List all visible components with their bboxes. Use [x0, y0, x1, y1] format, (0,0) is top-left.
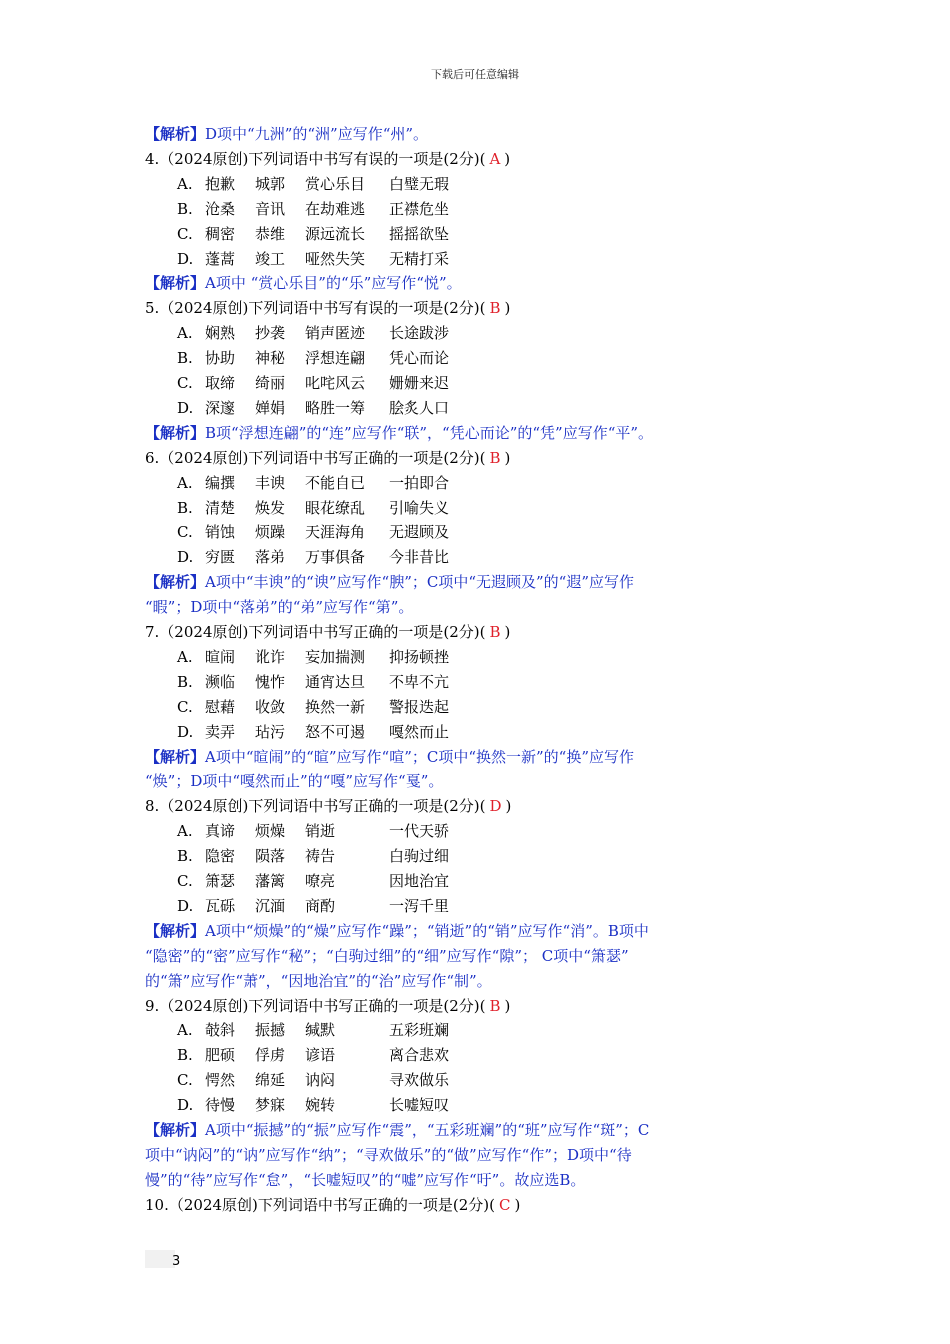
- question-line: [145, 996, 510, 1016]
- option-word: 落弟: [255, 548, 286, 567]
- question-line: [145, 622, 510, 642]
- option-word: 婵娟: [255, 398, 286, 417]
- explanation-text: A项中“丰谀”的“谀”应写作“腴”；C项中“无遐顾及”的“遐”应写作: [205, 573, 635, 592]
- option-line: [177, 224, 469, 244]
- option-word: 在劫难逃: [305, 199, 366, 218]
- option-word: 妄加揣测: [305, 647, 366, 666]
- explanation-continuation: “暇”；D项中“落弟”的“弟”应写作“第”。: [145, 598, 414, 617]
- option-word: 婉转: [305, 1096, 336, 1115]
- explanation-text: A项中“烦燥”的“燥”应写作“躁”；“销逝”的“销”应写作“消”。B项中: [205, 921, 649, 940]
- option-line: [177, 846, 469, 866]
- option-word: 取缔: [205, 374, 236, 392]
- option-label: C.: [177, 523, 193, 542]
- option-line: [177, 547, 469, 567]
- option-word: 哑然失笑: [305, 249, 366, 268]
- option-word: 销声匿迹: [305, 324, 366, 343]
- page-number: 3: [172, 1254, 181, 1269]
- option-line: [177, 821, 469, 841]
- question-close-paren: ): [504, 996, 511, 1015]
- answer-letter: B: [489, 448, 501, 467]
- explanation-tag: 【解析】: [145, 921, 206, 940]
- option-line: [177, 647, 469, 667]
- question-close-paren: ): [504, 623, 511, 641]
- option-word: 长途跋涉: [389, 324, 450, 343]
- option-word: 引喻失义: [389, 498, 450, 517]
- option-word: 一代天骄: [389, 822, 450, 841]
- explanation-tag: 【解析】: [145, 125, 206, 143]
- option-line: [177, 473, 469, 493]
- option-word: 濒临: [205, 672, 236, 691]
- option-label: B.: [177, 672, 193, 691]
- option-word: 浮想连翩: [305, 349, 366, 368]
- explanation-continuation: 的“箫”应写作“萧”，“因地治宜”的“治”应写作“制”。: [145, 971, 492, 990]
- option-word: 抱歉: [205, 174, 236, 193]
- option-word: 源远流长: [305, 224, 366, 243]
- option-line: [177, 348, 469, 368]
- question-close-paren: ): [504, 149, 511, 168]
- explanation-line: [145, 921, 649, 941]
- option-line: [177, 373, 469, 393]
- answer-letter: D: [489, 797, 502, 816]
- question-line: [145, 149, 510, 169]
- option-word: 摇摇欲坠: [389, 224, 450, 243]
- option-line: [177, 498, 469, 518]
- option-word: 寻欢做乐: [389, 1071, 450, 1090]
- option-label: B.: [177, 1046, 193, 1065]
- explanation-line: [145, 572, 634, 592]
- option-word: 沧桑: [205, 199, 236, 218]
- explanation-tag: 【解析】: [145, 1121, 206, 1139]
- explanation-line: [145, 124, 428, 144]
- answer-letter: B: [489, 299, 501, 318]
- option-word: 万事俱备: [305, 548, 366, 567]
- page-number-mark: [145, 1250, 175, 1268]
- option-line: [177, 174, 469, 194]
- option-label: D.: [177, 722, 194, 741]
- option-word: 烦躁: [255, 523, 286, 542]
- question-text: 8.（2024原创)下列词语中书写正确的一项是(2分)(: [145, 797, 486, 816]
- question-line: [145, 298, 510, 318]
- answer-letter: B: [489, 623, 501, 641]
- option-label: A.: [177, 324, 193, 343]
- option-word: 箫瑟: [205, 872, 236, 890]
- option-label: B.: [177, 199, 193, 218]
- option-label: D.: [177, 249, 194, 268]
- option-label: A.: [177, 174, 193, 193]
- option-word: 销蚀: [205, 523, 236, 542]
- explanation-tag: 【解析】: [145, 573, 206, 592]
- option-word: 姗姗来迟: [389, 374, 450, 392]
- option-word: 卖弄: [205, 722, 236, 741]
- question-text: 5.（2024原创)下列词语中书写有误的一项是(2分)(: [145, 299, 486, 318]
- option-word: 抄袭: [255, 324, 286, 343]
- explanation-line: [145, 747, 634, 767]
- option-label: B.: [177, 847, 193, 866]
- option-word: 离合悲欢: [389, 1046, 450, 1065]
- option-word: 藩篱: [255, 872, 286, 890]
- option-word: 今非昔比: [389, 548, 450, 567]
- option-word: 肥硕: [205, 1046, 236, 1065]
- option-word: 真谛: [205, 822, 236, 841]
- explanation-tag: 【解析】: [145, 747, 206, 766]
- option-word: 隐密: [205, 847, 236, 866]
- option-word: 攲斜: [205, 1021, 236, 1040]
- option-word: 略胜一筹: [305, 398, 366, 417]
- option-label: C.: [177, 697, 193, 716]
- option-word: 天涯海角: [305, 523, 366, 542]
- option-word: 收敛: [255, 697, 286, 716]
- option-word: 恭维: [255, 224, 286, 243]
- option-word: 烦燥: [255, 822, 286, 841]
- option-word: 清楚: [205, 498, 236, 517]
- option-word: 神秘: [255, 349, 286, 368]
- option-word: 一拍即合: [389, 473, 450, 492]
- option-word: 正襟危坐: [389, 199, 450, 218]
- question-close-paren: ): [504, 299, 511, 318]
- option-word: 长嘘短叹: [389, 1096, 450, 1115]
- question-text: 10.（2024原创)下列词语中书写正确的一项是(2分)(: [145, 1195, 495, 1214]
- option-label: D.: [177, 548, 194, 567]
- option-word: 瓦砾: [205, 896, 236, 915]
- option-word: 俘虏: [255, 1046, 286, 1065]
- option-word: 销逝: [305, 822, 336, 841]
- option-word: 赏心乐目: [305, 174, 366, 193]
- option-word: 沉湎: [255, 896, 286, 915]
- explanation-text: A项中“振撼”的“振”应写作“震”，“五彩班斓”的“班”应写作“斑”；C: [205, 1121, 650, 1139]
- option-line: [177, 249, 469, 269]
- explanation-line: [145, 423, 653, 443]
- option-label: A.: [177, 647, 193, 666]
- option-word: 警报迭起: [389, 697, 450, 716]
- option-line: [177, 1045, 469, 1065]
- explanation-text: A项中 “赏心乐目”的“乐”应写作“悦”。: [205, 274, 462, 293]
- option-word: 陨落: [255, 847, 286, 866]
- option-word: 无精打采: [389, 249, 450, 268]
- option-word: 谚语: [305, 1046, 336, 1065]
- option-line: [177, 199, 469, 219]
- option-word: 缄默: [305, 1021, 336, 1040]
- option-word: 不能自已: [305, 473, 366, 492]
- option-word: 不卑不亢: [389, 672, 450, 691]
- option-line: [177, 722, 469, 742]
- option-word: 丰谀: [255, 473, 286, 492]
- option-line: [177, 398, 469, 418]
- option-word: 讷闷: [305, 1071, 336, 1090]
- option-label: A.: [177, 473, 193, 492]
- option-label: B.: [177, 349, 193, 368]
- option-word: 怒不可遏: [305, 722, 366, 741]
- option-label: C.: [177, 872, 193, 890]
- option-word: 商酌: [305, 896, 336, 915]
- option-word: 待慢: [205, 1096, 236, 1115]
- option-word: 嘹亮: [305, 872, 336, 890]
- question-text: 4.（2024原创)下列词语中书写有误的一项是(2分)(: [145, 149, 486, 168]
- option-word: 白驹过细: [389, 847, 450, 866]
- option-label: C.: [177, 374, 193, 392]
- option-line: [177, 871, 469, 891]
- question-line: [145, 796, 511, 816]
- option-word: 娴熟: [205, 324, 236, 343]
- option-word: 蓬蒿: [205, 249, 236, 268]
- option-line: [177, 1095, 469, 1115]
- option-word: 叱咤风云: [305, 374, 366, 392]
- option-label: D.: [177, 398, 194, 417]
- option-label: A.: [177, 822, 193, 841]
- option-word: 祷告: [305, 847, 336, 866]
- explanation-text: B项“浮想连翩”的“连”应写作“联”，“凭心而论”的“凭”应写作“平”。: [205, 423, 654, 442]
- option-word: 愕然: [205, 1071, 236, 1090]
- option-label: D.: [177, 1096, 194, 1115]
- explanation-tag: 【解析】: [145, 423, 206, 442]
- option-word: 抑扬顿挫: [389, 647, 450, 666]
- explanation-continuation: 慢”的“待”应写作“怠”，“长嘘短叹”的“嘘”应写作“吁”。故应选B。: [145, 1170, 586, 1189]
- answer-letter: A: [489, 149, 501, 168]
- option-line: [177, 896, 469, 916]
- answer-letter: C: [498, 1195, 511, 1214]
- option-word: 嘎然而止: [389, 722, 450, 741]
- option-word: 因地治宜: [389, 872, 450, 890]
- option-word: 白璧无瑕: [389, 174, 450, 193]
- explanation-text: D项中“九洲”的“洲”应写作“州”。: [205, 125, 429, 143]
- option-line: [177, 697, 469, 717]
- explanation-line: [145, 1120, 649, 1140]
- option-word: 凭心而论: [389, 349, 450, 368]
- option-word: 焕发: [255, 498, 286, 517]
- option-word: 玷污: [255, 722, 286, 741]
- option-label: C.: [177, 1071, 193, 1090]
- question-text: 6.（2024原创)下列词语中书写正确的一项是(2分)(: [145, 448, 486, 467]
- option-word: 协助: [205, 349, 236, 368]
- option-word: 振撼: [255, 1021, 286, 1040]
- option-word: 竣工: [255, 249, 286, 268]
- option-word: 编撰: [205, 473, 236, 492]
- option-word: 音讯: [255, 199, 286, 218]
- option-word: 脍炙人口: [389, 398, 450, 417]
- option-line: [177, 672, 469, 692]
- question-text: 7.（2024原创)下列词语中书写正确的一项是(2分)(: [145, 623, 486, 641]
- option-word: 城郭: [255, 174, 286, 193]
- option-word: 一泻千里: [389, 896, 450, 915]
- option-label: A.: [177, 1021, 193, 1040]
- question-close-paren: ): [505, 797, 512, 816]
- question-line: [145, 448, 510, 468]
- option-line: [177, 522, 469, 542]
- option-word: 深邃: [205, 398, 236, 417]
- explanation-tag: 【解析】: [145, 274, 206, 293]
- option-line: [177, 323, 469, 343]
- question-text: 9.（2024原创)下列词语中书写正确的一项是(2分)(: [145, 996, 486, 1015]
- option-word: 绵延: [255, 1071, 286, 1090]
- explanation-continuation: 项中“讷闷”的“讷”应写作“纳”；“寻欢做乐”的“做”应写作“作”；D项中“待: [145, 1145, 632, 1164]
- option-word: 换然一新: [305, 697, 366, 716]
- explanation-line: [145, 273, 462, 293]
- option-word: 慰藉: [205, 697, 236, 716]
- option-word: 无遐顾及: [389, 523, 450, 542]
- page-header: 下载后可任意编辑: [431, 68, 519, 81]
- option-word: 通宵达旦: [305, 672, 366, 691]
- option-word: 稠密: [205, 224, 236, 243]
- option-word: 暄闹: [205, 647, 236, 666]
- option-label: C.: [177, 224, 193, 243]
- question-line: [145, 1195, 520, 1215]
- option-word: 五彩班斓: [389, 1021, 450, 1040]
- option-word: 梦寐: [255, 1096, 286, 1115]
- option-word: 讹诈: [255, 647, 286, 666]
- option-line: [177, 1070, 469, 1090]
- explanation-text: A项中“暄闹”的“暄”应写作“喧”；C项中“换然一新”的“换”应写作: [205, 747, 635, 766]
- option-label: D.: [177, 896, 194, 915]
- option-label: B.: [177, 498, 193, 517]
- question-close-paren: ): [504, 448, 511, 467]
- option-word: 穷匮: [205, 548, 236, 567]
- option-line: [177, 1020, 469, 1040]
- answer-letter: B: [489, 996, 501, 1015]
- explanation-continuation: “隐密”的“密”应写作“秘”；“白驹过细”的“细”应写作“隙”； C项中“箫瑟”: [145, 946, 629, 965]
- option-word: 绮丽: [255, 374, 286, 392]
- question-close-paren: ): [514, 1195, 521, 1214]
- option-word: 眼花缭乱: [305, 498, 366, 517]
- option-word: 愧怍: [255, 672, 286, 691]
- explanation-continuation: “焕”；D项中“嘎然而止”的“嘎”应写作“戛”。: [145, 772, 444, 791]
